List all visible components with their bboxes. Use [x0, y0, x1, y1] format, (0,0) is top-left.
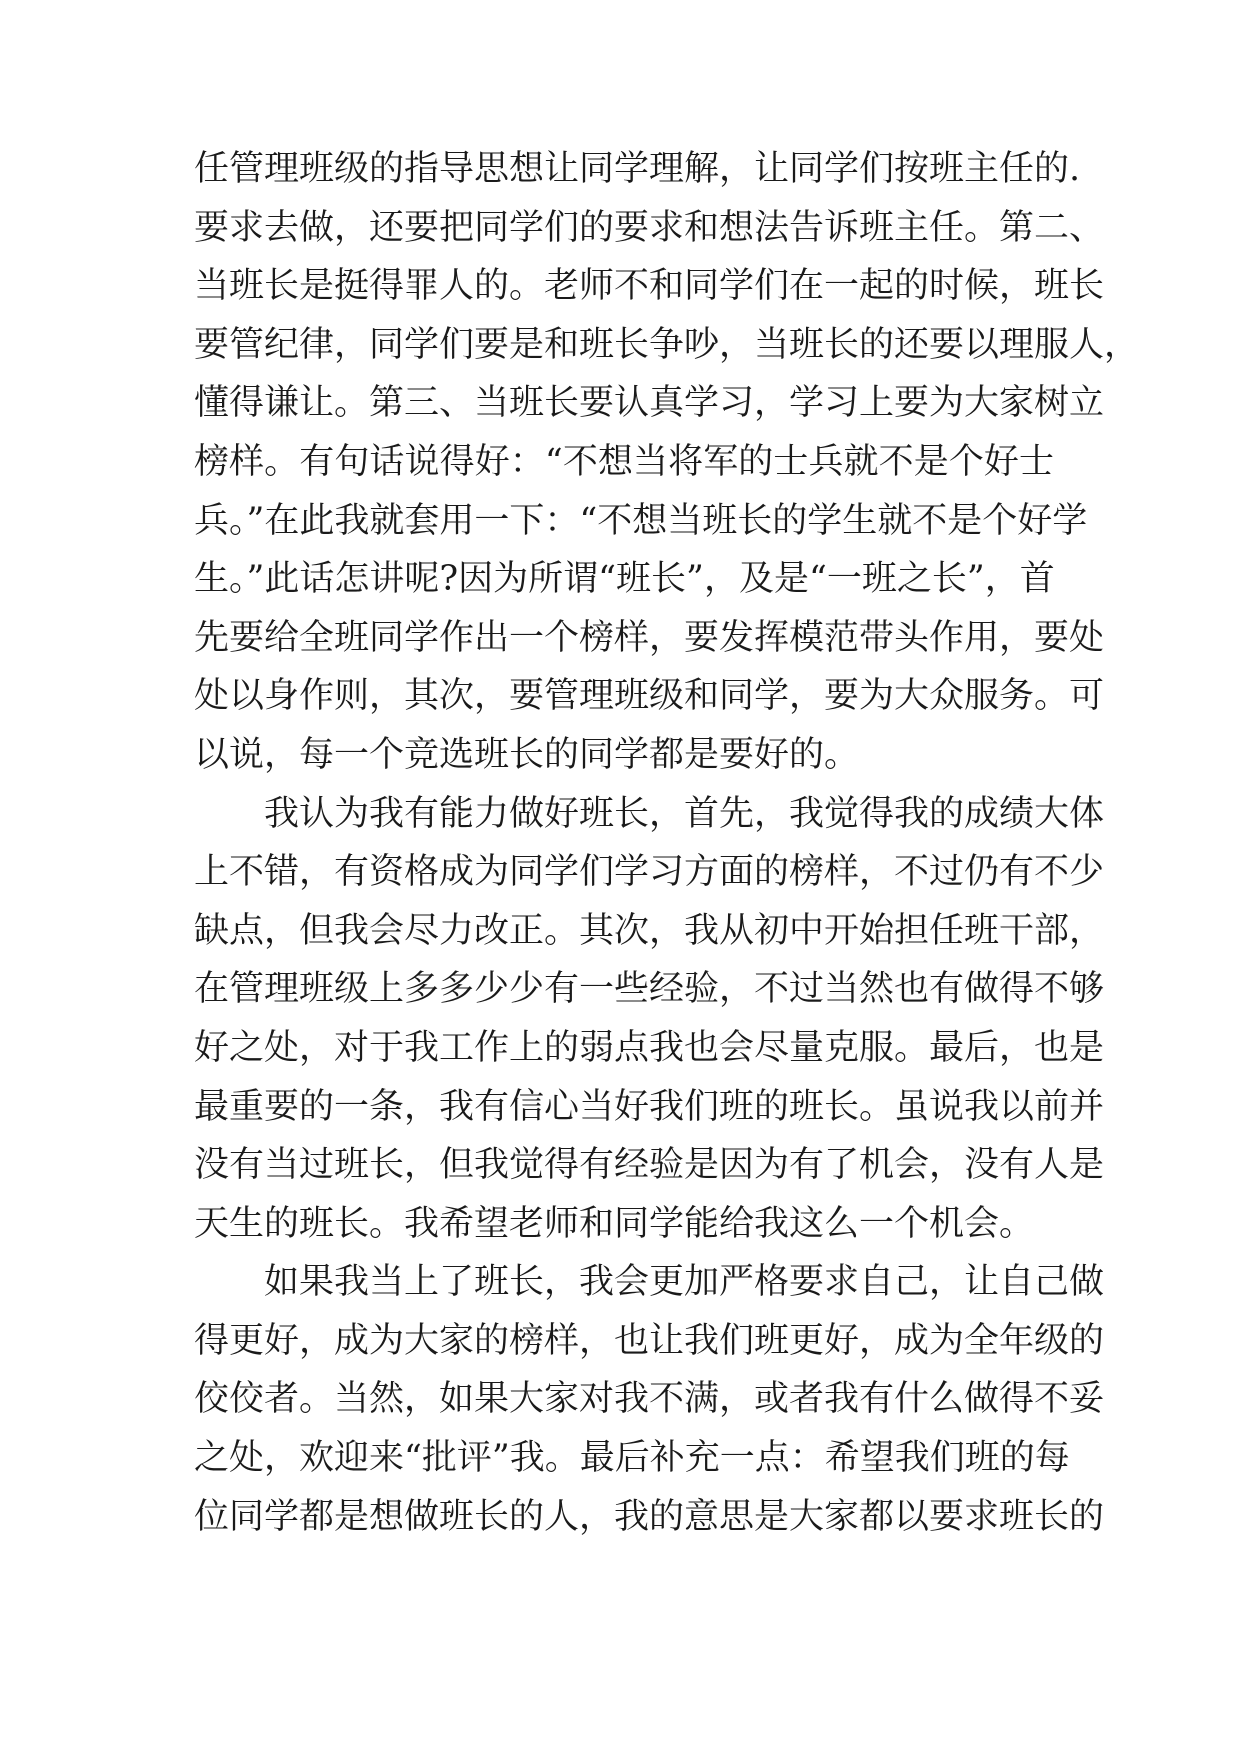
text-line: 榜样。有句话说得好：“不想当将军的士兵就不是个好士 — [194, 441, 1054, 482]
text-line: 兵。”在此我就套用一下：“不想当班长的学生就不是个好学 — [194, 500, 1088, 541]
text-line: 要管纪律，同学们要是和班长争吵，当班长的还要以理服人， — [194, 324, 1140, 365]
text-line: 缺点，但我会尽力改正。其次，我从初中开始担任班干部， — [194, 910, 1105, 951]
text-line: 上不错，有资格成为同学们学习方面的榜样，不过仍有不少 — [194, 852, 1105, 893]
text-line: 佼佼者。当然，如果大家对我不满，或者我有什么做得不妥 — [194, 1379, 1105, 1420]
text-line: 要求去做，还要把同学们的要求和想法告诉班主任。第二、 — [194, 207, 1105, 248]
paragraph — [194, 140, 1140, 785]
text-line: 当班长是挺得罪人的。老师不和同学们在一起的时候，班长 — [194, 266, 1105, 307]
text-line: 我认为我有能力做好班长，首先，我觉得我的成绩大体 — [264, 793, 1105, 834]
document-body — [194, 140, 1140, 1546]
text-line: 以说，每一个竞选班长的同学都是要好的。 — [194, 734, 860, 775]
text-line: 之处，欢迎来“批评”我。最后补充一点：希望我们班的每 — [194, 1438, 1070, 1479]
text-line: 没有当过班长，但我觉得有经验是因为有了机会，没有人是 — [194, 1145, 1105, 1186]
text-line: 好之处，对于我工作上的弱点我也会尽量克服。最后，也是 — [194, 1027, 1105, 1068]
text-line: 任管理班级的指导思想让同学理解，让同学们按班主任的. — [194, 149, 1081, 189]
paragraph — [194, 1253, 1105, 1546]
text-line: 生。”此话怎讲呢?因为所谓“班长”，及是“一班之长”，首 — [194, 559, 1055, 600]
text-line: 如果我当上了班长，我会更加严格要求自己，让自己做 — [264, 1262, 1105, 1303]
text-line: 位同学都是想做班长的人，我的意思是大家都以要求班长的 — [194, 1496, 1105, 1537]
text-line: 懂得谦让。第三、当班长要认真学习，学习上要为大家树立 — [194, 383, 1105, 424]
text-line: 天生的班长。我希望老师和同学能给我这么一个机会。 — [194, 1203, 1035, 1244]
text-line: 最重要的一条，我有信心当好我们班的班长。虽说我以前并 — [194, 1086, 1105, 1127]
text-line: 处以身作则，其次，要管理班级和同学，要为大众服务。可 — [194, 676, 1105, 717]
paragraph — [194, 785, 1105, 1254]
text-line: 在管理班级上多多少少有一些经验，不过当然也有做得不够 — [194, 969, 1105, 1010]
text-line: 得更好，成为大家的榜样，也让我们班更好，成为全年级的 — [194, 1320, 1105, 1361]
text-line: 先要给全班同学作出一个榜样，要发挥模范带头作用，要处 — [194, 617, 1105, 658]
